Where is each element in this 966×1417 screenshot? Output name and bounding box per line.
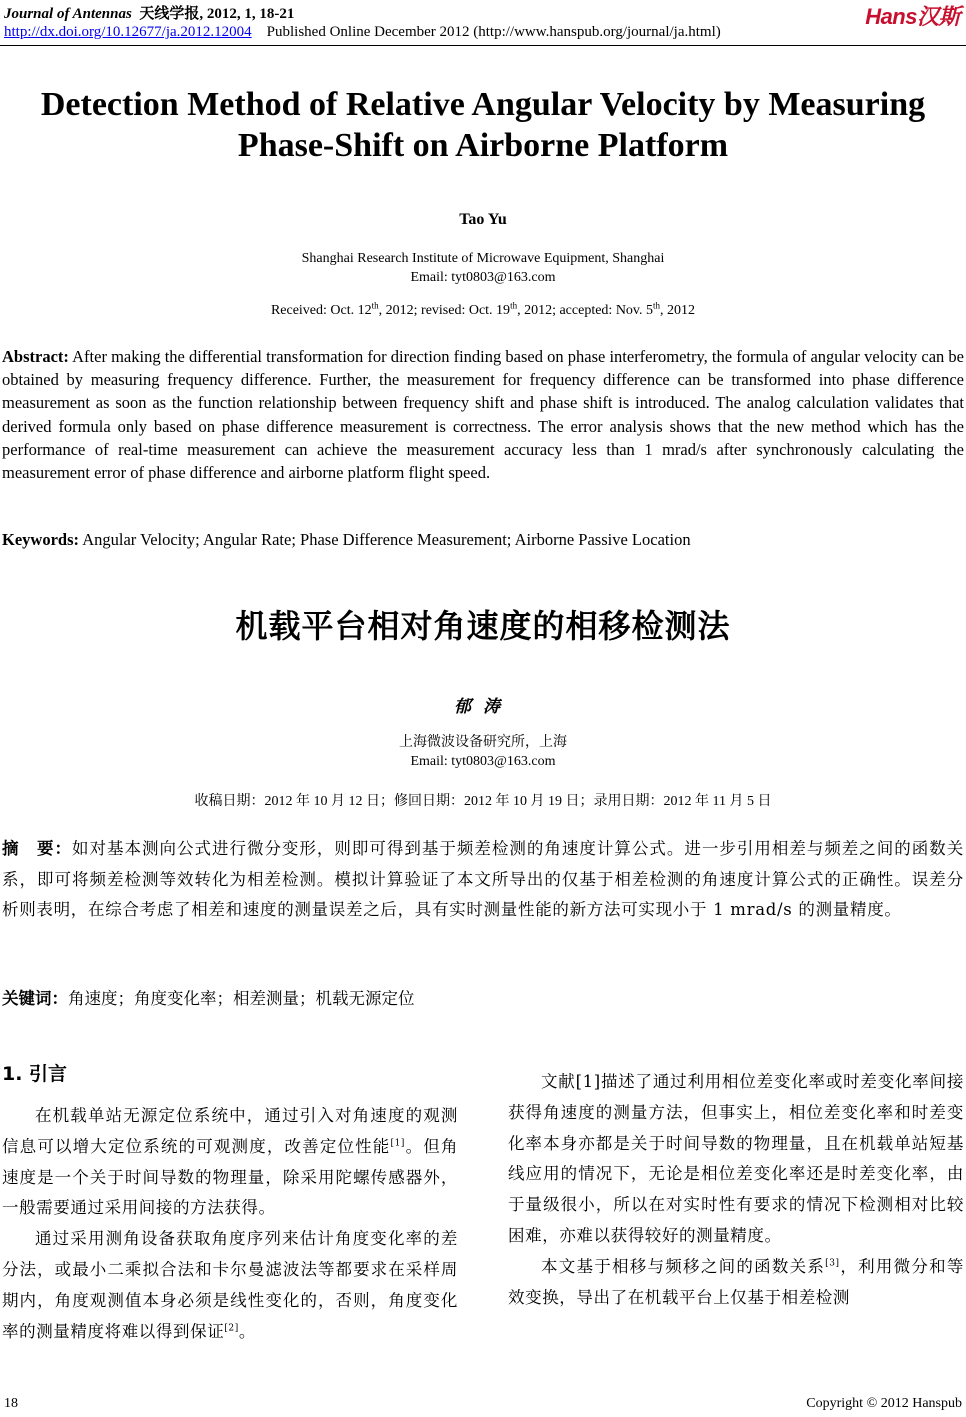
paragraph-text: ，利用微分和等效变换，导出了在机载平台上仅基于相差检测 [508,1256,964,1307]
journal-name: Journal of Antennas [4,6,132,22]
abstract-text: After making the differential transformation for direction finding based on phase interferometry, the formula of angular velocity can be obtained by measuring frequency difference. Further, the measurement for frequency difference can be transformed into phase difference measurement as soon as the function relationship between frequency shift and phase shift is introduced. The analog calculation validates that derived formula only based on phase difference measurement is correctness. The error analysis shows that the new method which has the performance of real-time measurement can achieve the measurement accuracy less than 1 mrad/s after synchronously calculating the measurement error of phase difference and airborne platform flight speed. [2,347,964,483]
english-abstract [2,345,964,484]
received-date: Received: Oct. 12 [270,303,372,318]
chinese-author: 郁涛 [454,697,512,716]
revised-date: , 2012; revised: Oct. 19 [378,303,511,318]
paragraph-text: 在机载单站无源定位系统中，通过引入对角速度的观测信息可以增大定位系统的可观测度，改善定位性能 [2,1106,458,1156]
keywords-label: Keywords: [2,530,79,549]
header-divider [0,45,966,46]
keywords-text: Angular Velocity; Angular Rate; Phase Difference Measurement; Airborne Passive Location [82,530,691,549]
accepted-date: , 2012; accepted: Nov. 5 [517,303,654,318]
paragraph: 文献[1]描述了通过利用相位差变化率或时差变化率间接获得角速度的测量方法，但事实上，相位差变化率和时差变化率本身亦都是关于时间导数的物理量，且在机载单站短基线应用的情况下，无论是相位差变化率还是时差变化率，由于量级很小，所以在对实时性有要求的情况下检测相对比较困难，亦难以获得较好的测量精度。 [508,1072,964,1245]
published-online: Published Online December 2012 (http://www.hanspub.org/journal/ja.html) [266,24,721,40]
english-keywords [2,530,964,550]
section-heading-introduction: 1. 引言 [2,1063,68,1085]
ordinal-sup: th [510,300,518,311]
chinese-keywords-text: 角速度；角度变化率；相差测量；机载无源定位 [68,989,415,1008]
paragraph-text: 。 [238,1321,256,1341]
page-number: 18 [4,1396,18,1411]
chinese-affiliation [0,733,966,771]
chinese-keywords-label: 关键词： [2,989,68,1008]
body-column-right [508,1067,964,1313]
copyright-notice: Copyright © 2012 Hanspub [806,1396,962,1411]
citation-ref: [2] [224,1323,239,1334]
chinese-title: 机载平台相对角速度的相移检测法 [235,607,731,645]
author-name: Tao Yu [459,211,507,228]
journal-citation: , 2012, 1, 18-21 [199,6,295,22]
ordinal-sup: th [371,300,379,311]
chinese-abstract-label: 摘 要： [2,839,72,858]
chinese-affiliation-text: 上海微波设备研究所，上海 [399,735,567,750]
publisher-logo: Hans汉斯 [865,4,960,29]
affiliation-text: Shanghai Research Institute of Microwave Equipment, Shanghai [301,251,665,266]
chinese-abstract [2,834,964,926]
doi-link[interactable]: http://dx.doi.org/10.12677/ja.2012.12004 [4,24,252,40]
chinese-abstract-text: 如对基本测向公式进行微分变形，则即可得到基于频差检测的角速度计算公式。进一步引用相差与频差之间的函数关系，即可将频差检测等效转化为相差检测。模拟计算验证了本文所导出的仅基于相差检测的角速度计算公式的正确性。误差分析则表明，在综合考虑了相差和速度的测量误差之后，具有实时测量性能的新方法可实现小于 1 mrad/s 的测量精度。 [2,839,964,919]
ordinal-sup: th [653,300,661,311]
chinese-email: Email: tyt0803@163.com [410,754,556,769]
citation-ref: [3] [825,1258,840,1269]
english-title [0,84,966,166]
english-title-line-1: Detection Method of Relative Angular Velocity by Measuring [40,86,926,123]
english-title-line-2: Phase-Shift on Airborne Platform [237,127,729,164]
paragraph [2,1224,458,1347]
author-email: Email: tyt0803@163.com [410,270,556,285]
accepted-year: , 2012 [660,303,696,318]
paragraph [2,1101,458,1224]
paragraph-text: 。但角速度是一个关于时间导数的物理量，除采用陀螺传感器外，一般需要通过采用间接的方法获得。 [2,1136,458,1218]
journal-name-cn: 天线学报 [139,6,200,22]
journal-header [4,2,294,23]
paragraph-text: 通过采用测角设备获取角度序列来估计角度变化率的差分法，或最小二乘拟合法和卡尔曼滤波法等都要求在采样周期内，角度观测值本身必须是线性变化的，否则，角度变化率的测量精度将难以得到保证 [2,1229,458,1341]
citation-ref: [1] [390,1138,406,1149]
author-affiliation [0,249,966,287]
paragraph-text: 本文基于相移与频移之间的函数关系 [541,1256,826,1276]
body-column-left [2,1101,458,1347]
chinese-received-dates: 收稿日期：2012 年 10 月 12 日；修回日期：2012 年 10 月 19 日；录用日期：2012 年 11 月 5 日 [194,794,772,809]
doi-line [4,24,721,41]
paragraph [508,1252,964,1314]
abstract-label: Abstract: [2,347,69,366]
received-dates [0,300,966,319]
chinese-keywords [2,985,964,1009]
